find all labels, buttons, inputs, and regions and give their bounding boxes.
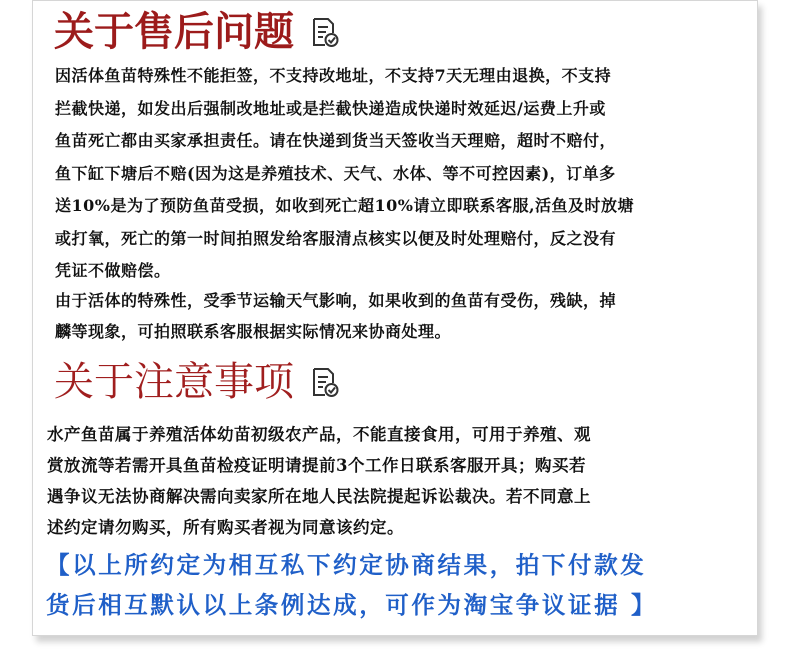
notes-heading [54, 359, 340, 405]
text-line: 赏放流等若需开具鱼苗检疫证明请提前3个工作日联系客服开具；购买若 [47, 456, 586, 475]
text-line: 因活体鱼苗特殊性不能拒签，不支持改地址，不支持7天无理由退换，不支持 [55, 66, 612, 85]
document-check-icon [308, 366, 340, 398]
text-line: 水产鱼苗属于养殖活体幼苗初级农产品，不能直接食用，可用于养殖、观 [47, 425, 591, 444]
text-line: 送10%是为了预防鱼苗受损，如收到死亡超10%请立即联系客服,活鱼及时放塘 [55, 196, 635, 215]
after-sales-policy-text [55, 60, 634, 288]
notes-title: 关于注意事项 [54, 359, 294, 405]
after-sales-heading [54, 9, 340, 55]
text-line: 或打氧，死亡的第一时间拍照发给客服清点核实以便及时处理赔付，反之没有 [55, 228, 617, 248]
text-line: 遇争议无法协商解决需向卖家所在地人民法院提起诉讼裁决。若不同意上 [47, 487, 591, 506]
notice-line: 【以上所约定为相互私下约定协商结果，拍下付款发 [46, 551, 647, 579]
injury-policy-text [55, 285, 616, 347]
after-sales-title: 关于售后问题 [54, 9, 294, 55]
text-line: 拦截快递，如发出后强制改地址或是拦截快递造成快递时效延迟/运费上升或 [55, 98, 606, 118]
text-line: 述约定请勿购买，所有购买者视为同意该约定。 [47, 518, 404, 537]
text-line: 鱼下缸下塘后不赔(因为这是养殖技术、天气、水体、等不可控因素)，订单多 [55, 163, 616, 183]
text-line: 麟等现象，可拍照联系客服根据实际情况来协商处理。 [55, 322, 452, 341]
text-line: 鱼苗死亡都由买家承担责任。请在快递到货当天签收当天理赔，超时不赔付， [55, 131, 617, 150]
notes-policy-text [47, 419, 591, 543]
text-line: 凭证不做赔偿。 [55, 261, 171, 280]
notice-line: 货后相互默认以上条例达成，可作为淘宝争议证据 】 [46, 591, 658, 619]
document-check-icon [308, 16, 340, 48]
text-line: 由于活体的特殊性，受季节运输天气影响，如果收到的鱼苗有受伤，残缺，掉 [55, 291, 617, 310]
agreement-notice [46, 545, 657, 625]
